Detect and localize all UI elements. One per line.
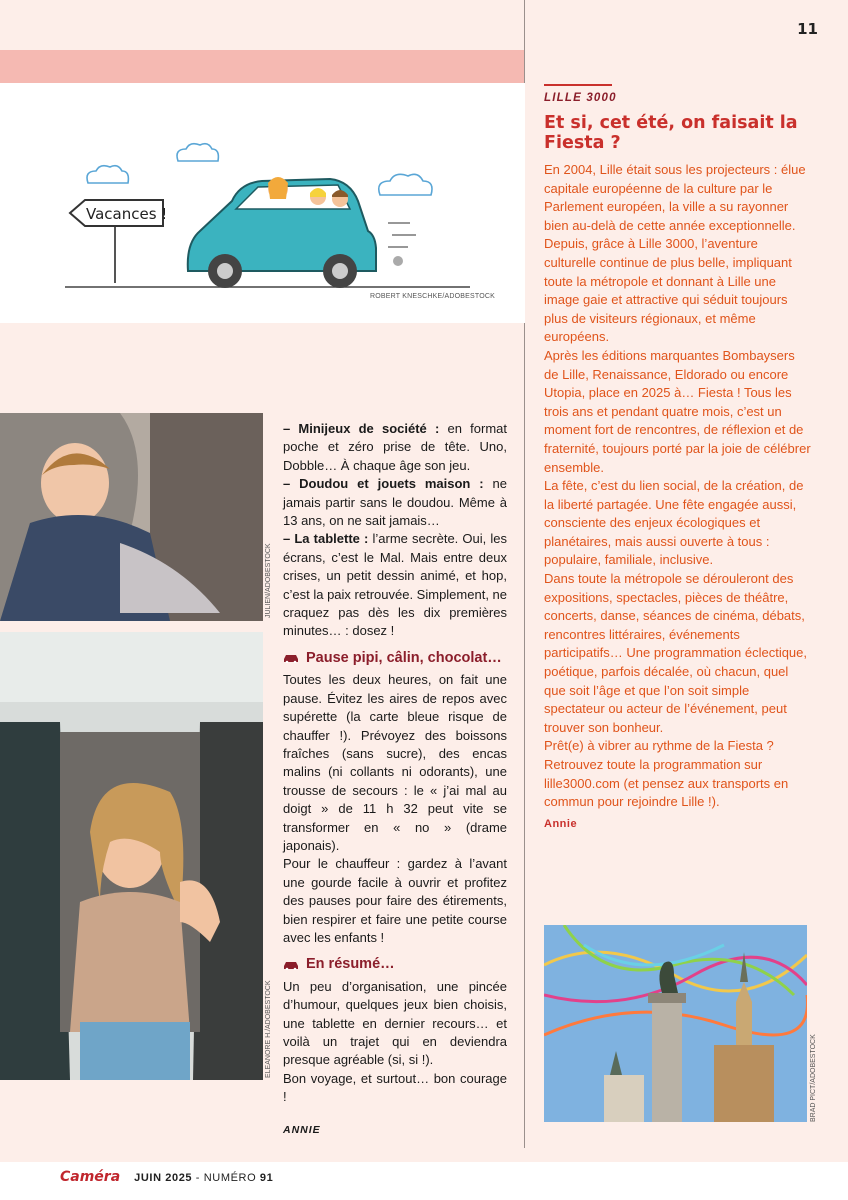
vacation-illustration (0, 83, 525, 323)
header-band (0, 50, 525, 83)
middle-signature: ANNIE (283, 1123, 321, 1136)
footer-separator: - (192, 1172, 204, 1184)
girl-in-car-credit: ELEANORE H./ADOBESTOCK (265, 980, 272, 1078)
numero-label: NUMÉRO (203, 1172, 260, 1184)
car-icon (283, 653, 299, 663)
tip-doudou-label: – Doudou et jouets maison : (283, 476, 484, 492)
sidebar-paragraph-5: Prêt(e) à vibrer au rythme de la Fiesta ? Retrouvez toute la programmation sur lille3000.com (et pensez aux transports en commun pour rejoindre Lille !). (544, 738, 789, 810)
middle-article-column (283, 420, 507, 1139)
lille3000-sidebar (544, 84, 812, 830)
sidebar-headline: Et si, cet été, on faisait la Fiesta ? (544, 113, 798, 153)
illustration-credit: ROBERT KNESCHKE/ADOBESTOCK (370, 293, 496, 300)
paragraph-chauffeur: Pour le chauffeur : gardez à l’avant une gourde facile à ouvrir et profitez des pauses pour faire des étirements, bien respirer et faire une petite course avec les enfants ! (283, 856, 507, 945)
lille-photo-credit: BRAD PICT/ADOBESTOCK (810, 1034, 817, 1122)
tip-minijeux (283, 420, 507, 475)
magazine-logo: Caméra (60, 1169, 121, 1185)
lille-belfry-photo (544, 925, 807, 1122)
page-number: 11 (797, 20, 818, 38)
issue-date: JUIN 2025 (134, 1172, 193, 1184)
car-cartoon-illustration (0, 83, 525, 323)
subhead-pause-text: Pause pipi, câlin, chocolat… (306, 649, 502, 666)
paragraph-resume: Un peu d’organisation, une pincée d’humour, quelques jeux bien choisis, une tablette en dernier recours… et voilà un trajet qui en deviendra presque agréable (si, si !). (283, 978, 507, 1068)
subhead-resume-text: En résumé… (306, 956, 395, 973)
vacation-sign-text: Vacances ! (86, 205, 168, 223)
girl-in-car-photo (0, 632, 263, 1080)
sleeping-boy-credit: JULIEN/ADOBESTOCK (265, 543, 272, 618)
tip-doudou (283, 475, 507, 530)
paragraph-bon-voyage: Bon voyage, et surtout… bon courage ! (283, 1070, 507, 1105)
page-footer (60, 1169, 273, 1185)
tip-minijeux-label: – Minijeux de société : (283, 421, 440, 436)
subhead-resume (283, 955, 507, 973)
subhead-pause (283, 649, 507, 667)
tip-minijeux-text: en format poche et zéro prise de tête. Uno, Dobble… À chaque âge son jeu. (283, 421, 507, 473)
tip-tablette (283, 530, 507, 640)
sidebar-paragraph-1: En 2004, Lille était sous les projecteurs : élue capitale européenne de la culture par le Parlement européen, la ville a su rayonner bien au-delà de cette année exceptionnelle. Depuis, grâce à Lille 3000, l’aventure culturelle continue de plus belle, impliquant toute la métropole et donnant à Lille une image gaie et attractive qui séduit toujours plus de visiteurs régionaux, et même européens. (544, 162, 806, 345)
tip-tablette-label: – La tablette : (283, 531, 369, 547)
tip-tablette-text: l’arme secrète. Oui, les écrans, c’est le Mal. Mais entre deux crises, un petit dessin animé, et hop, c’est la paix retrouvée. Simplement, ne craquez pas dès les dix premières minutes… : dosez ! (283, 531, 508, 639)
sidebar-body (544, 161, 812, 812)
car-icon (283, 960, 299, 970)
sidebar-paragraph-3: La fête, c’est du lien social, de la création, de la liberté partagée. Une fête engagée aussi, consciente des enjeux écologiques et planétaires, mais aussi ouverte à tous : populaire, familiale, inclusive. (544, 478, 804, 568)
tip-doudou-text: ne jamais partir sans le doudou. Même à 13 ans, on ne sait jamais… (283, 476, 507, 529)
sidebar-rule (544, 84, 612, 86)
sidebar-kicker: LILLE 3000 (544, 92, 617, 104)
sleeping-boy-photo (0, 413, 263, 621)
sidebar-paragraph-2: Après les éditions marquantes Bombaysers de Lille, Renaissance, Eldorado ou encore Utopia, place en 2025 à… Fiesta ! Tous les trois ans et pendant quatre mois, c’est un moment fort de rencontres, de réflexion et de fraternité, toujours porté par la joie de célébrer ensemble. (544, 347, 811, 475)
sidebar-paragraph-4: Dans toute la métropole se dérouleront des expositions, spectacles, pièces de théâtre, concerts, danse, séances de cinéma, débats, rencontres littéraires, événements participatifs… Une programmation éclectique, poétique, parfois décalée, où chacun, quel que soit l’âge et que l’on soit simple spectateur ou acteur de l’événement, peut trouver son bonheur. (544, 571, 808, 735)
sidebar-signature: Annie (544, 817, 578, 830)
issue-number: 91 (259, 1172, 274, 1184)
paragraph-pause: Toutes les deux heures, on fait une pause. Évitez les aires de repos avec supérette (la carte bleue risque de chauffer !). Prévoyez des boissons fraîches (sans sucre), des encas malins (ni collants ni odorants), une trousse de secours : le « j’ai mal au doigt » de 11 h 32 peut vite se transformer en « no » (drame japonais). (283, 672, 507, 853)
